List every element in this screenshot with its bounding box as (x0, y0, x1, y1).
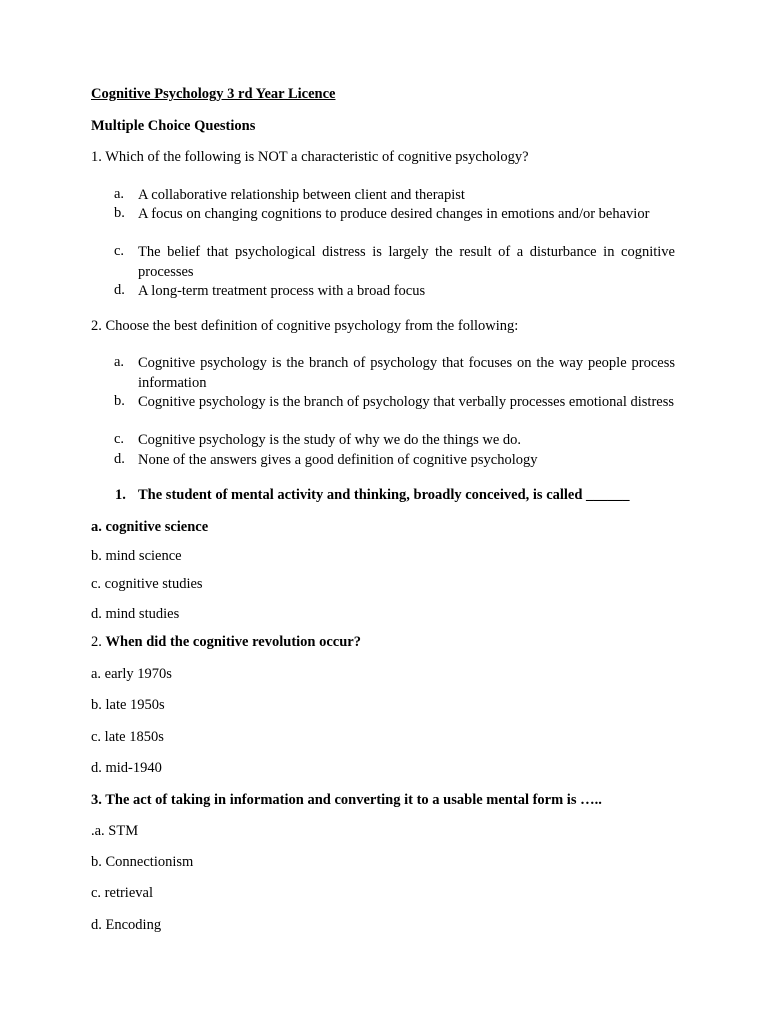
question-4-option-d: d. mid-1940 (91, 760, 162, 776)
question-1-option-d (114, 282, 675, 302)
option-letter: b. (114, 393, 125, 409)
section-heading: Multiple Choice Questions (91, 118, 256, 134)
question-3-option-a: a. cognitive science (91, 519, 209, 535)
question-2-option-a (114, 354, 675, 393)
question-1-text: 1. Which of the following is NOT a characteristic of cognitive psychology? (91, 149, 529, 165)
question-5-option-a: .a. STM (91, 823, 139, 839)
option-letter: b. (114, 205, 125, 221)
question-3-option-b: b. mind science (91, 548, 182, 564)
option-text: Cognitive psychology is the study of why we do the things we do. (138, 432, 522, 448)
option-letter: d. (114, 451, 125, 467)
option-letter: a. (114, 186, 125, 202)
option-letter: c. (114, 243, 125, 259)
option-text: A long-term treatment process with a broad focus (138, 283, 426, 299)
option-letter: a. (114, 354, 125, 370)
question-4-option-a: a. early 1970s (91, 666, 172, 682)
question-1-option-b (114, 205, 675, 225)
question-3-number: 1. (115, 487, 126, 503)
question-1-option-a (114, 186, 675, 206)
option-text: Cognitive psychology is the branch of psychology that focuses on the way people process information (138, 355, 675, 391)
question-4-text: When did the cognitive revolution occur? (105, 634, 361, 650)
question-2-option-c (114, 431, 675, 451)
question-4-number: 2. (91, 634, 102, 650)
question-5-option-b: b. Connectionism (91, 854, 194, 870)
question-3-option-d: d. mind studies (91, 606, 180, 622)
question-5-option-c: c. retrieval (91, 885, 153, 901)
question-4 (91, 634, 361, 651)
option-text: The belief that psychological distress is largely the result of a disturbance in cognitive processes (138, 244, 675, 280)
question-4-option-b: b. late 1950s (91, 697, 165, 713)
question-5-option-d: d. Encoding (91, 917, 162, 933)
question-2-text: 2. Choose the best definition of cognitive psychology from the following: (91, 318, 519, 334)
question-4-option-c: c. late 1850s (91, 729, 164, 745)
option-text: A focus on changing cognitions to produce desired changes in emotions and/or behavior (138, 206, 650, 222)
question-1-option-c (114, 243, 675, 282)
question-3-option-c: c. cognitive studies (91, 576, 203, 592)
option-text: A collaborative relationship between client and therapist (138, 187, 465, 203)
document-title: Cognitive Psychology 3 rd Year Licence (91, 86, 336, 102)
option-text: Cognitive psychology is the branch of psychology that verbally processes emotional distress (138, 394, 674, 410)
question-2-option-d (114, 451, 675, 471)
option-text: None of the answers gives a good definition of cognitive psychology (138, 452, 538, 468)
option-letter: d. (114, 282, 125, 298)
question-5-text: 3. The act of taking in information and converting it to a usable mental form is ….. (91, 792, 602, 808)
option-letter: c. (114, 431, 125, 447)
question-2-option-b (114, 393, 675, 413)
question-3-text: The student of mental activity and thinking, broadly conceived, is called ______ (138, 487, 630, 503)
